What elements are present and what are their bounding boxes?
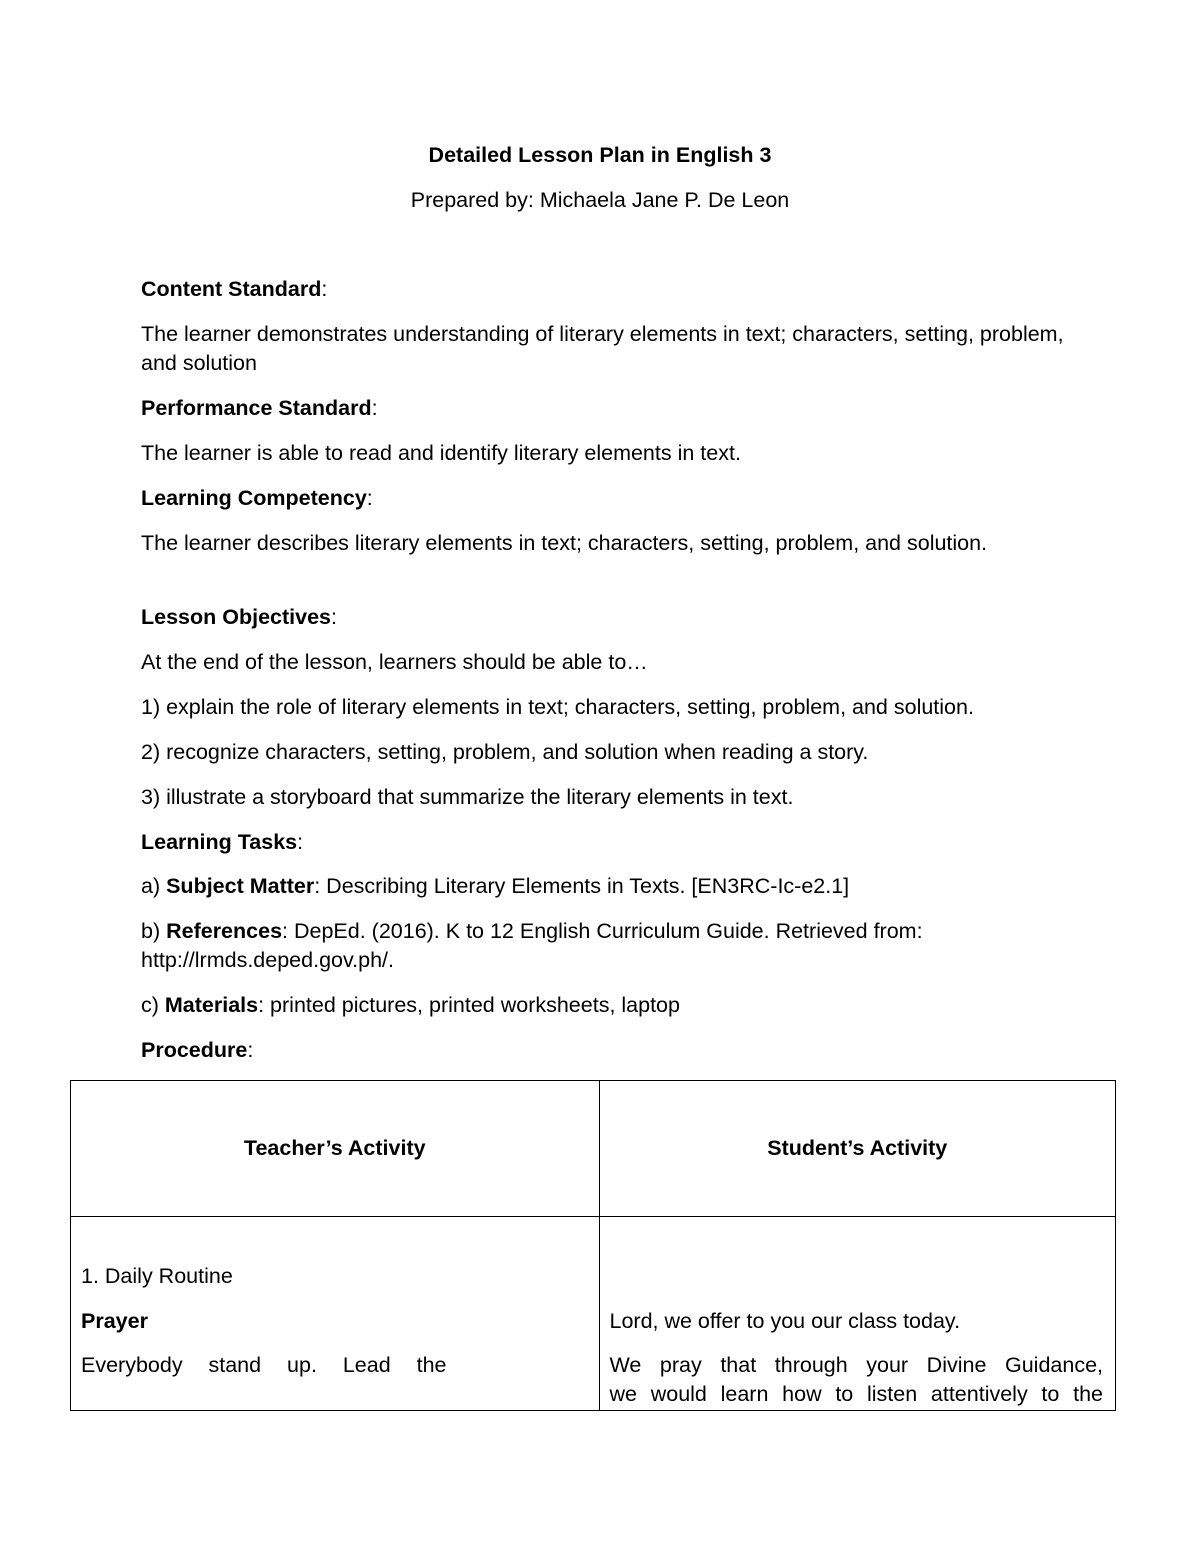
performance-standard-text: The learner is able to read and identify literary elements in text.	[141, 441, 741, 465]
subject-matter-text: : Describing Literary Elements in Texts. [EN3RC-Ic-e2.1]	[314, 874, 850, 898]
learning-competency-text: The learner describes literary elements in text; characters, setting, problem, and solution.	[141, 531, 988, 555]
teacher-activity-header: Teacher’s Activity	[71, 1081, 600, 1217]
prepared-by: Prepared by: Michaela Jane P. De Leon	[410, 188, 790, 212]
materials-line: c) Materials: printed pictures, printed worksheets, laptop	[141, 993, 680, 1017]
student-activity-cell	[599, 1217, 1116, 1411]
table-header-row	[71, 1081, 1116, 1217]
references-line: b) References: DepEd. (2016). K to 12 English Curriculum Guide. Retrieved from: http://lrmds.deped.gov.ph/.	[141, 919, 923, 972]
student-activity-header: Student’s Activity	[599, 1081, 1116, 1217]
content-standard-heading: Content Standard:	[141, 277, 328, 301]
procedure-table	[70, 1080, 1116, 1411]
lesson-objectives-label: Lesson Objectives	[141, 605, 331, 629]
table-row	[71, 1217, 1116, 1411]
content-standard-label: Content Standard	[141, 277, 322, 301]
subject-matter-line: a) Subject Matter: Describing Literary Elements in Texts. [EN3RC-Ic-e2.1]	[141, 874, 850, 898]
daily-routine-text: 1. Daily Routine	[81, 1264, 233, 1289]
procedure-heading: Procedure:	[141, 1038, 254, 1062]
learning-competency-label: Learning Competency	[141, 486, 367, 510]
teacher-instruction-text: Everybody stand up. Lead the	[81, 1353, 447, 1378]
learning-tasks-heading: Learning Tasks:	[141, 830, 304, 854]
student-prayer-line: we would learn how to listen attentively to the	[609, 1382, 1103, 1407]
learning-tasks-label: Learning Tasks	[141, 830, 298, 854]
materials-label: Materials	[164, 993, 259, 1017]
objective-item: 3) illustrate a storyboard that summarize the literary elements in text.	[141, 785, 794, 809]
prayer-heading: Prayer	[81, 1309, 148, 1334]
learning-competency-heading: Learning Competency:	[141, 486, 373, 510]
performance-standard-heading: Performance Standard:	[141, 396, 378, 420]
document-title: Detailed Lesson Plan in English 3	[428, 143, 772, 167]
procedure-label: Procedure	[141, 1038, 248, 1062]
objective-item: 2) recognize characters, setting, problem, and solution when reading a story.	[141, 740, 869, 764]
materials-text: : printed pictures, printed worksheets, laptop	[258, 993, 680, 1017]
student-prayer-line: Lord, we offer to you our class today.	[609, 1309, 961, 1334]
references-label: References	[166, 919, 283, 943]
student-prayer-line: We pray that through your Divine Guidance,	[609, 1353, 1103, 1378]
lesson-objectives-heading: Lesson Objectives:	[141, 605, 337, 629]
lesson-objectives-intro: At the end of the lesson, learners should be able to…	[141, 650, 648, 674]
performance-standard-label: Performance Standard	[141, 396, 372, 420]
subject-matter-label: Subject Matter	[166, 874, 315, 898]
references-text: : DepEd. (2016). K to 12 English Curriculum Guide. Retrieved from: http://lrmds.deped.gov.ph/.	[141, 919, 923, 972]
content-standard-text: The learner demonstrates understanding of literary elements in text; characters, setting, problem, and solution	[141, 322, 1064, 375]
objective-item: 1) explain the role of literary elements in text; characters, setting, problem, and solution.	[141, 695, 974, 719]
teacher-activity-cell	[71, 1217, 600, 1411]
